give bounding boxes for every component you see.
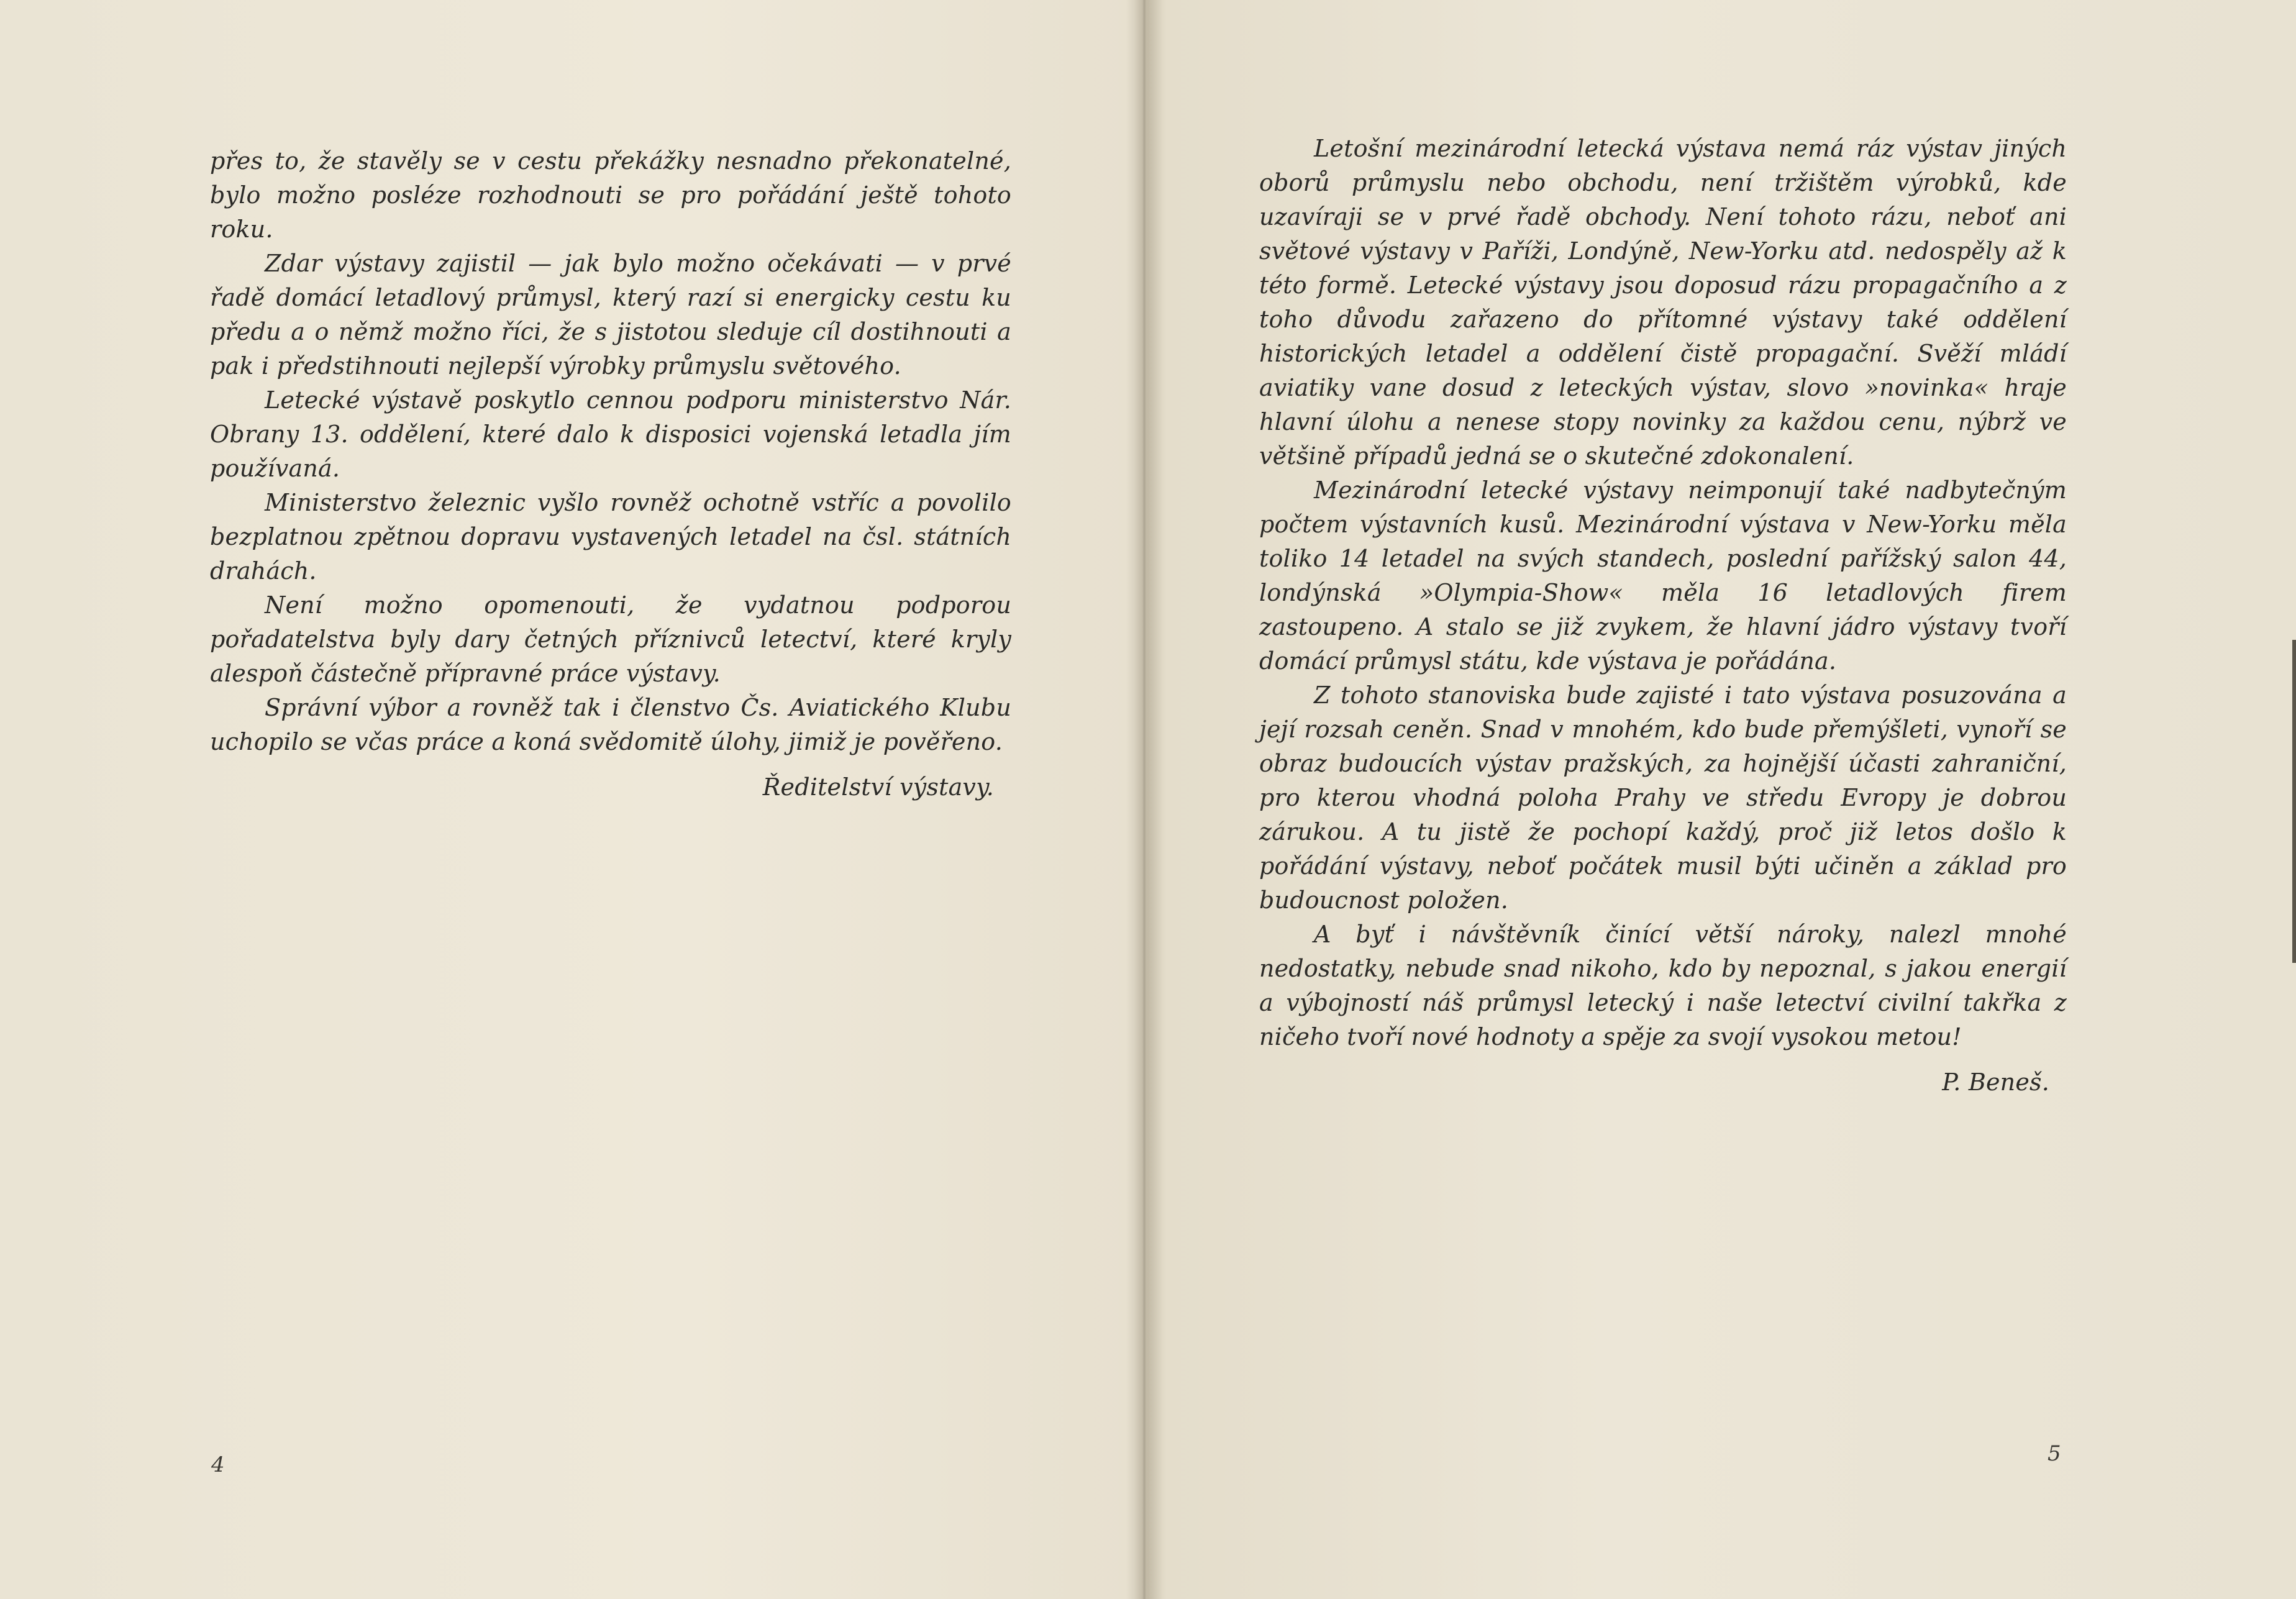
paragraph: Letošní mezinárodní letecká výstava nemá ráz výstav jiných oborů průmyslu nebo obchodu, není tržištěm výrobků, kde uzavíraji se v prvé řadě obchody. Není tohoto rázu, neboť ani světové výstavy v Paříži, Londýně, New-Yorku atd. nedospěly až k této formě. Letecké výstavy jsou doposud rázu propagačního a z toho důvodu zařazeno do přítomné výstavy také oddělení historických letadel a oddělení čistě propagační. Svěží mládí aviatiky vane dosud z leteckých výstav, slovo »novinka« hraje hlavní úlohu a nenese stopy novinky za každou cenu, nýbrž ve většině případů jedná se o skutečné zdokonalení. [1259,135,2067,470]
paragraph: přes to, že stavěly se v cestu překážky nesnadno překonatelné, bylo možno posléze rozhodnouti se pro pořádání ještě tohoto roku. [210,147,1011,243]
page-edge-mark [2292,640,2296,963]
paragraph: Letecké výstavě poskytlo cennou podporu ministerstvo Nár. Obrany 13. oddělení, které dalo k disposici vojenská letadla jím používaná. [210,386,1011,482]
paragraph: Správní výbor a rovněž tak i členstvo Čs. Aviatického Klubu uchopilo se včas práce a koná svědomitě úlohy, jimiž je pověřeno. [210,694,1011,755]
left-page-text [210,144,1011,804]
paragraph: Zdar výstavy zajistil — jak bylo možno očekávati — v prvé řadě domácí letadlový průmysl, který razí si energicky cestu ku předu a o němž možno říci, že s jistotou sleduje cíl dostihnouti a pak i předstihnouti nejlepší výrobky průmyslu světového. [210,250,1011,380]
left-page [0,0,1141,1599]
signature: P. Beneš. [1942,1068,2049,1096]
signature: Ředitelství výstavy. [762,773,994,801]
paragraph: A byť i návštěvník činící větší nároky, nalezl mnohé nedostatky, nebude snad nikoho, kdo by nepoznal, s jakou energií a výbojností náš průmysl letecký i naše letectví civilní takřka z ničeho tvoří nové hodnoty a spěje za svojí vysokou metou! [1259,921,2067,1050]
right-page [1141,0,2296,1599]
paragraph: Mezinárodní letecké výstavy neimponují také nadbytečným počtem výstavních kusů. Mezinárodní výstava v New-Yorku měla toliko 14 letadel na svých standech, poslední pařížský salon 44, londýnská »Olympia-Show« měla 16 letadlových firem zastoupeno. A stalo se již zvykem, že hlavní jádro výstavy tvoří domácí průmysl státu, kde výstava je pořádána. [1259,476,2067,675]
paragraph: Není možno opomenouti, že vydatnou podporou pořadatelstva byly dary četných příznivců letectví, které kryly alespoň částečně přípravné práce výstavy. [210,591,1011,687]
page-number: 4 [211,1452,225,1477]
paragraph: Ministerstvo železnic vyšlo rovněž ochotně vstříc a povolilo bezplatnou zpětnou dopravu vystavených letadel na čsl. státních drahách. [210,489,1011,585]
paragraph: Z tohoto stanoviska bude zajisté i tato výstava posuzována a její rozsah ceněn. Snad v mnohém, kdo bude přemýšleti, vynoří se obraz budoucích výstav pražských, za hojnější účasti zahraniční, pro kterou vhodná poloha Prahy ve středu Evropy je dobrou zárukou. A tu jistě že pochopí každý, proč již letos došlo k pořádání výstavy, neboť počátek musil býti učiněn a základ pro budoucnost položen. [1259,681,2067,914]
page-number: 5 [2048,1441,2061,1466]
right-page-text [1259,132,2067,1100]
